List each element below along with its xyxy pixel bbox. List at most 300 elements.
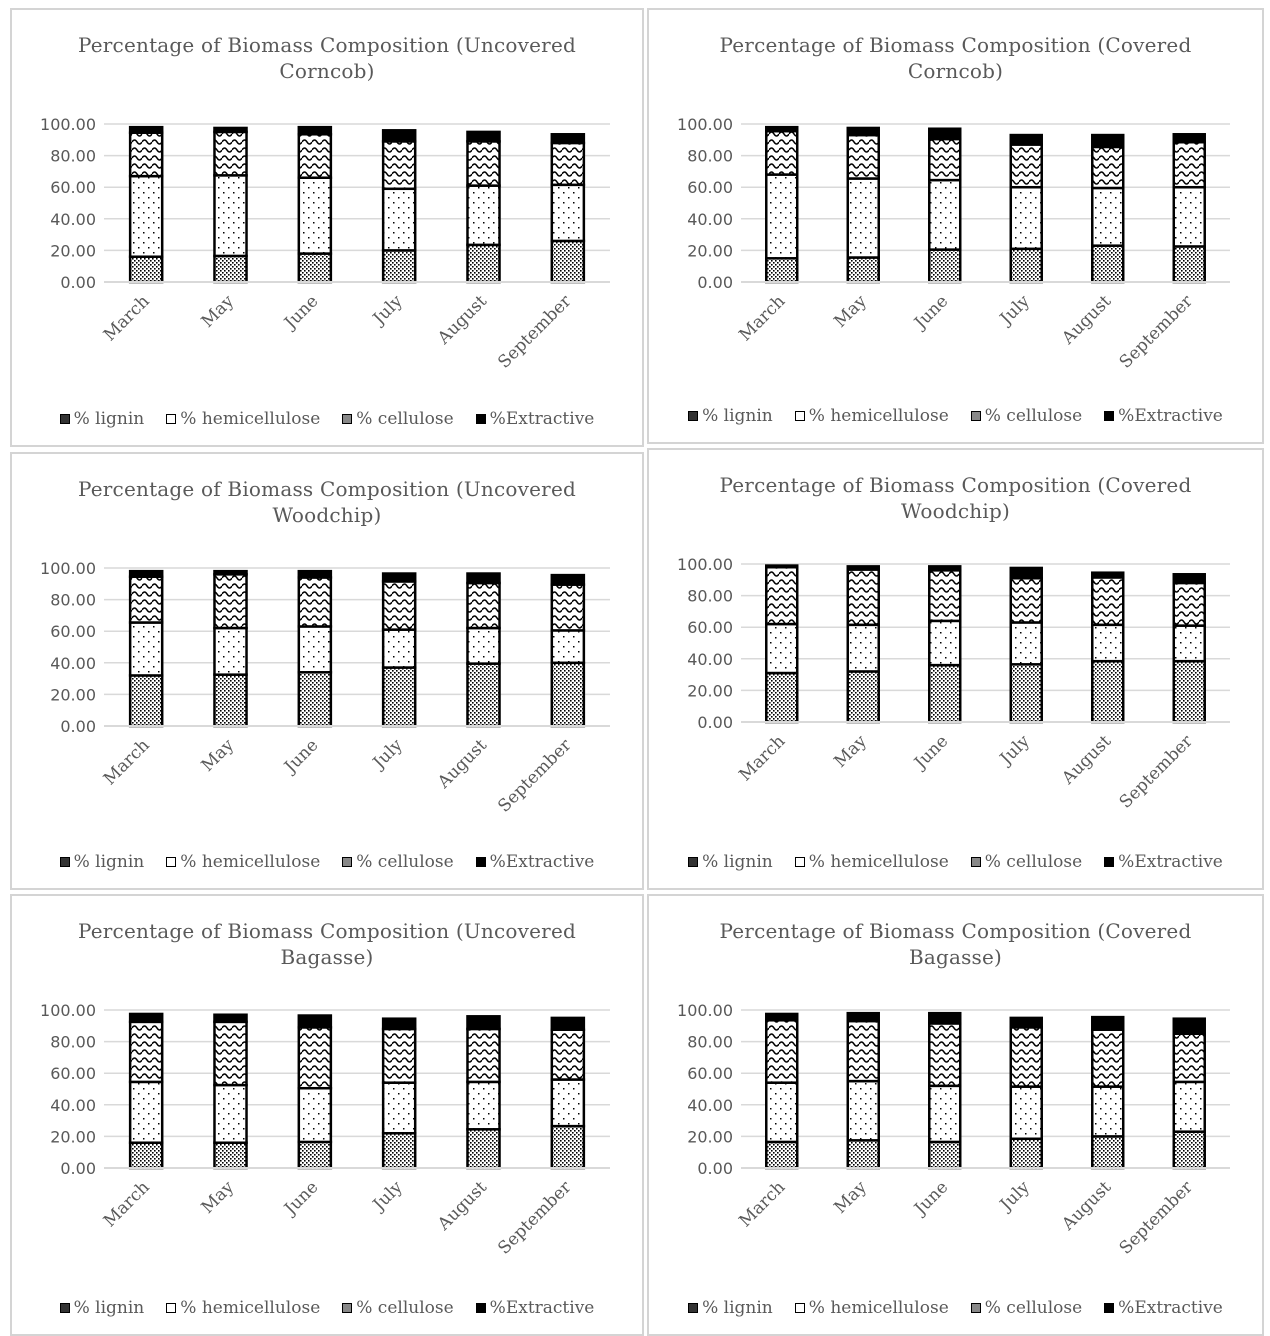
x-tick-label: March [99, 1177, 154, 1232]
legend-item-hemicellulose [166, 409, 320, 429]
chart-title: Percentage of Biomass Composition (Uncovered Bagasse) [78, 919, 576, 969]
x-tick-label: July [996, 731, 1034, 769]
bar-segment-lignin [299, 254, 331, 282]
hemicellulose-swatch-icon [166, 414, 176, 424]
bar-segment-cellulose [766, 1020, 797, 1082]
legend-item-lignin [688, 406, 773, 426]
legend-item-hemicellulose [795, 852, 949, 872]
bar-segment-hemicellulose [1011, 622, 1042, 664]
bar-segment-lignin [130, 257, 162, 282]
legend-item-hemicellulose [795, 1298, 949, 1318]
y-tick-label: 80.00 [50, 146, 96, 166]
legend-label: % hemicellulose [180, 409, 321, 429]
y-tick-label: 20.00 [50, 1127, 96, 1147]
legend-item-lignin [60, 852, 145, 872]
x-tick-label: May [197, 735, 239, 776]
bar-segment-cellulose [299, 134, 331, 177]
bar-segment-lignin [552, 663, 584, 726]
bar-segment-cellulose [766, 131, 797, 174]
x-tick-label: September [1115, 291, 1197, 373]
legend-label: %Extractive [1118, 852, 1223, 872]
bar-segment-extractive [467, 1016, 499, 1029]
bar-segment-extractive [130, 127, 162, 133]
y-tick-label: 60.00 [687, 178, 733, 198]
legend-item-cellulose [971, 1298, 1082, 1318]
y-tick-label: 0.00 [60, 273, 96, 292]
bar-segment-hemicellulose [929, 1086, 960, 1142]
legend-item-extractive [476, 1298, 595, 1318]
bar-segment-lignin [299, 1142, 331, 1168]
bar-segment-cellulose [848, 135, 879, 178]
lignin-swatch-icon [60, 414, 70, 424]
bar-segment-cellulose [552, 1030, 584, 1080]
bar-segment-lignin [929, 250, 960, 282]
legend-label: % lignin [73, 852, 145, 872]
legend-label: % cellulose [984, 852, 1083, 872]
bar-segment-lignin [929, 665, 960, 722]
bar-segment-extractive [1092, 1017, 1123, 1030]
y-tick-label: 60.00 [687, 618, 733, 638]
bar-segment-hemicellulose [214, 628, 246, 675]
bar-segment-lignin [848, 258, 879, 282]
bar-segment-extractive [1011, 1018, 1042, 1027]
legend-item-cellulose [342, 852, 453, 872]
bar-segment-hemicellulose [552, 630, 584, 662]
bar-segment-lignin [130, 1143, 162, 1168]
x-tick-label: March [99, 291, 154, 346]
bar-segment-hemicellulose [383, 1083, 415, 1134]
y-tick-label: 0.00 [697, 273, 733, 292]
bar-segment-cellulose [848, 570, 879, 625]
hemicellulose-swatch-icon [795, 411, 805, 421]
bar-segment-cellulose [214, 1022, 246, 1085]
cellulose-swatch-icon [971, 857, 981, 867]
bar-segment-lignin [766, 258, 797, 282]
bar-segment-cellulose [299, 577, 331, 626]
bar-segment-cellulose [383, 581, 415, 629]
x-tick-label: July [369, 291, 407, 329]
x-tick-label: May [830, 1177, 871, 1218]
legend-label: % lignin [73, 1298, 145, 1318]
x-tick-label: September [1115, 1177, 1197, 1259]
bar-segment-extractive [383, 574, 415, 582]
extractive-swatch-icon [1104, 411, 1114, 421]
legend-item-lignin [688, 1298, 773, 1318]
hemicellulose-swatch-icon [795, 1303, 805, 1313]
bar-segment-cellulose [848, 1021, 879, 1081]
y-tick-label: 80.00 [50, 1032, 96, 1052]
bar-segment-hemicellulose [766, 175, 797, 259]
extractive-swatch-icon [1104, 857, 1114, 867]
bar-segment-hemicellulose [467, 1082, 499, 1129]
bar-segment-cellulose [1011, 1027, 1042, 1086]
bar-segment-extractive [467, 574, 499, 583]
legend-label: %Extractive [489, 409, 595, 429]
y-tick-label: 100.00 [677, 555, 733, 574]
bar-segment-hemicellulose [1174, 187, 1205, 246]
y-tick-label: 20.00 [687, 681, 733, 701]
chart-panel-uncovered-corncob [10, 8, 644, 447]
legend-item-extractive [1104, 1298, 1223, 1318]
bar-segment-hemicellulose [929, 621, 960, 665]
x-tick-label: June [910, 291, 953, 333]
x-tick-label: July [996, 1177, 1034, 1215]
bar-segment-extractive [467, 132, 499, 141]
bar-segment-cellulose [130, 577, 162, 623]
bar-segment-extractive [766, 566, 797, 568]
bar-segment-lignin [383, 1133, 415, 1168]
cellulose-swatch-icon [971, 1303, 981, 1313]
x-tick-label: August [434, 291, 492, 349]
cellulose-swatch-icon [342, 1303, 352, 1313]
bar-segment-lignin [848, 671, 879, 722]
extractive-swatch-icon [1104, 1303, 1114, 1313]
bar-segment-extractive [214, 571, 246, 574]
x-tick-label: September [494, 735, 576, 817]
bar-segment-hemicellulose [467, 628, 499, 664]
y-tick-label: 20.00 [687, 241, 733, 261]
bar-segment-hemicellulose [766, 1083, 797, 1142]
bar-segment-hemicellulose [552, 185, 584, 241]
legend-label: %Extractive [1118, 406, 1223, 426]
y-tick-label: 20.00 [687, 1127, 733, 1147]
chart-panel-covered-corncob [647, 8, 1264, 444]
y-tick-label: 60.00 [687, 1064, 733, 1084]
y-tick-label: 0.00 [697, 1159, 733, 1178]
x-tick-label: June [280, 291, 323, 333]
bar-segment-lignin [467, 245, 499, 282]
cellulose-swatch-icon [342, 414, 352, 424]
chart-panel-uncovered-bagasse [10, 894, 644, 1336]
bar-segment-cellulose [130, 1022, 162, 1082]
legend-label: %Extractive [489, 1298, 595, 1318]
bar-segment-lignin [1011, 249, 1042, 282]
chart-title: Percentage of Biomass Composition (Covered Corncob) [719, 33, 1192, 83]
y-tick-label: 40.00 [687, 209, 733, 229]
x-tick-label: June [910, 1177, 953, 1219]
bar-segment-hemicellulose [1092, 188, 1123, 246]
bar-segment-lignin [1092, 661, 1123, 722]
bar-segment-hemicellulose [130, 1082, 162, 1143]
y-tick-label: 0.00 [60, 717, 96, 736]
x-tick-label: March [735, 1177, 790, 1232]
y-tick-label: 100.00 [40, 115, 96, 134]
y-tick-label: 80.00 [687, 146, 733, 166]
bar-segment-cellulose [214, 132, 246, 175]
bar-segment-hemicellulose [299, 1088, 331, 1142]
bar-segment-cellulose [1174, 583, 1205, 626]
x-tick-label: August [1058, 1177, 1116, 1235]
bar-segment-hemicellulose [383, 630, 415, 668]
bar-segment-extractive [1174, 574, 1205, 583]
legend-label: %Extractive [489, 852, 595, 872]
lignin-swatch-icon [60, 1303, 70, 1313]
bar-segment-extractive [1174, 134, 1205, 142]
bar-segment-hemicellulose [766, 624, 797, 673]
bar-segment-hemicellulose [299, 626, 331, 672]
bar-segment-cellulose [1092, 577, 1123, 624]
y-tick-label: 40.00 [687, 649, 733, 669]
bar-segment-extractive [766, 127, 797, 131]
chart-legend [649, 1298, 1262, 1318]
legend-item-hemicellulose [795, 406, 949, 426]
legend-label: % lignin [702, 406, 773, 426]
bar-segment-cellulose [214, 574, 246, 628]
extractive-swatch-icon [476, 1303, 486, 1313]
x-tick-label: August [1058, 291, 1116, 349]
bar-segment-lignin [1092, 1136, 1123, 1168]
y-tick-label: 60.00 [50, 178, 96, 198]
legend-label: % lignin [702, 1298, 773, 1318]
bar-segment-hemicellulose [467, 186, 499, 245]
bar-segment-cellulose [1174, 142, 1205, 187]
bar-segment-hemicellulose [848, 625, 879, 672]
lignin-swatch-icon [60, 857, 70, 867]
bar-segment-lignin [383, 250, 415, 282]
bar-segment-cellulose [383, 1029, 415, 1083]
y-tick-label: 60.00 [50, 1064, 96, 1084]
legend-label: % lignin [73, 409, 145, 429]
x-tick-label: March [735, 731, 790, 786]
hemicellulose-swatch-icon [166, 857, 176, 867]
bar-segment-lignin [467, 1129, 499, 1168]
chart-legend [649, 406, 1262, 426]
hemicellulose-swatch-icon [795, 857, 805, 867]
x-tick-label: September [1115, 731, 1197, 813]
bar-segment-extractive [299, 127, 331, 134]
x-tick-label: July [996, 291, 1034, 329]
bar-segment-cellulose [467, 583, 499, 628]
chart-panel-covered-bagasse [647, 894, 1264, 1336]
legend-item-cellulose [342, 1298, 453, 1318]
bar-segment-extractive [552, 134, 584, 143]
bar-segment-cellulose [130, 133, 162, 176]
bar-segment-extractive [848, 1013, 879, 1021]
legend-label: % lignin [702, 852, 773, 872]
bar-segment-lignin [214, 1143, 246, 1168]
bar-segment-lignin [929, 1142, 960, 1168]
bar-segment-hemicellulose [1092, 1087, 1123, 1137]
bar-segment-hemicellulose [1174, 626, 1205, 662]
x-tick-label: August [434, 1177, 492, 1235]
bar-segment-cellulose [552, 143, 584, 185]
lignin-swatch-icon [688, 411, 698, 421]
x-tick-label: August [1058, 731, 1116, 789]
hemicellulose-swatch-icon [166, 1303, 176, 1313]
y-tick-label: 40.00 [50, 653, 96, 673]
bar-segment-extractive [214, 1015, 246, 1022]
legend-label: % cellulose [356, 852, 454, 872]
legend-item-hemicellulose [166, 852, 320, 872]
legend-label: % hemicellulose [180, 852, 321, 872]
y-tick-label: 40.00 [50, 1095, 96, 1115]
bar-segment-cellulose [1011, 145, 1042, 188]
chart-title: Percentage of Biomass Composition (Covered Bagasse) [719, 919, 1192, 969]
x-tick-label: May [830, 291, 871, 332]
chart-title: Percentage of Biomass Composition (Covered Woodchip) [719, 473, 1192, 523]
legend-item-cellulose [342, 409, 453, 429]
bar-segment-lignin [1011, 664, 1042, 722]
chart-legend [12, 852, 642, 872]
bar-segment-lignin [1174, 1132, 1205, 1168]
bar-segment-extractive [130, 571, 162, 577]
bar-segment-lignin [1174, 661, 1205, 722]
x-tick-label: June [910, 731, 953, 773]
bar-segment-extractive [383, 1019, 415, 1029]
legend-item-lignin [688, 852, 773, 872]
bar-segment-hemicellulose [130, 623, 162, 676]
bar-segment-hemicellulose [1011, 1087, 1042, 1139]
bar-segment-hemicellulose [1011, 187, 1042, 249]
bar-segment-extractive [383, 130, 415, 141]
y-tick-label: 0.00 [60, 1159, 96, 1178]
y-tick-label: 60.00 [50, 622, 96, 642]
bar-segment-lignin [299, 672, 331, 726]
bar-segment-cellulose [929, 570, 960, 621]
bar-segment-extractive [848, 128, 879, 135]
x-tick-label: July [369, 735, 407, 773]
bar-segment-extractive [848, 566, 879, 569]
cellulose-swatch-icon [971, 411, 981, 421]
extractive-swatch-icon [476, 414, 486, 424]
legend-item-extractive [1104, 852, 1223, 872]
legend-label: % hemicellulose [808, 1298, 949, 1318]
legend-item-extractive [476, 409, 595, 429]
y-tick-label: 100.00 [677, 115, 733, 134]
bar-segment-cellulose [929, 1023, 960, 1085]
legend-item-extractive [1104, 406, 1223, 426]
bar-segment-lignin [214, 675, 246, 726]
chart-legend [12, 1298, 642, 1318]
bar-segment-cellulose [1174, 1034, 1205, 1082]
bar-segment-hemicellulose [299, 178, 331, 254]
bar-segment-extractive [929, 129, 960, 139]
x-tick-label: May [830, 731, 871, 772]
y-tick-label: 100.00 [677, 1001, 733, 1020]
bar-segment-lignin [1174, 246, 1205, 282]
bar-segment-cellulose [467, 1029, 499, 1082]
legend-item-hemicellulose [166, 1298, 320, 1318]
bar-segment-cellulose [1011, 578, 1042, 622]
x-tick-label: August [434, 735, 492, 793]
chart-title: Percentage of Biomass Composition (Uncovered Corncob) [78, 33, 576, 83]
bar-segment-hemicellulose [214, 1085, 246, 1143]
x-tick-label: March [735, 291, 790, 346]
cellulose-swatch-icon [342, 857, 352, 867]
bar-segment-extractive [929, 1013, 960, 1023]
y-tick-label: 80.00 [687, 586, 733, 606]
legend-item-lignin [60, 409, 145, 429]
bar-segment-hemicellulose [848, 1081, 879, 1140]
legend-label: % cellulose [984, 1298, 1083, 1318]
legend-item-extractive [476, 852, 595, 872]
lignin-swatch-icon [688, 1303, 698, 1313]
bar-segment-cellulose [383, 141, 415, 188]
bar-segment-extractive [766, 1014, 797, 1020]
bar-segment-lignin [766, 673, 797, 722]
bar-segment-lignin [130, 675, 162, 726]
y-tick-label: 100.00 [40, 559, 96, 578]
chart-title: Percentage of Biomass Composition (Uncovered Woodchip) [78, 477, 576, 527]
y-tick-label: 40.00 [687, 1095, 733, 1115]
legend-label: % hemicellulose [180, 1298, 321, 1318]
lignin-swatch-icon [688, 857, 698, 867]
y-tick-label: 80.00 [687, 1032, 733, 1052]
legend-item-cellulose [971, 852, 1082, 872]
bar-segment-cellulose [299, 1027, 331, 1088]
bar-segment-lignin [848, 1140, 879, 1168]
bar-segment-cellulose [929, 139, 960, 180]
bar-segment-extractive [552, 575, 584, 584]
bar-segment-lignin [383, 668, 415, 726]
bar-segment-extractive [1011, 568, 1042, 578]
legend-label: % cellulose [984, 406, 1083, 426]
bar-segment-lignin [766, 1142, 797, 1168]
bar-segment-extractive [1011, 135, 1042, 144]
x-tick-label: June [280, 735, 323, 777]
bar-segment-hemicellulose [383, 189, 415, 251]
bar-segment-extractive [214, 128, 246, 132]
y-tick-label: 80.00 [50, 590, 96, 610]
bar-segment-lignin [214, 256, 246, 282]
bar-segment-hemicellulose [929, 180, 960, 250]
bar-segment-extractive [299, 571, 331, 577]
bar-segment-lignin [552, 241, 584, 282]
legend-item-cellulose [971, 406, 1082, 426]
bar-segment-extractive [299, 1016, 331, 1028]
legend-label: % cellulose [356, 1298, 454, 1318]
chart-legend [12, 409, 642, 429]
legend-label: %Extractive [1118, 1298, 1223, 1318]
bar-segment-extractive [1174, 1019, 1205, 1034]
bar-segment-hemicellulose [1092, 625, 1123, 661]
x-tick-label: September [494, 291, 576, 373]
chart-panel-covered-woodchip [647, 448, 1264, 890]
bar-segment-hemicellulose [214, 175, 246, 256]
bar-segment-extractive [1092, 573, 1123, 578]
y-tick-label: 0.00 [697, 713, 733, 732]
bar-segment-extractive [929, 566, 960, 570]
y-tick-label: 100.00 [40, 1001, 96, 1020]
bar-segment-cellulose [1092, 147, 1123, 188]
bar-segment-extractive [1092, 135, 1123, 147]
bar-segment-extractive [552, 1018, 584, 1030]
bar-segment-hemicellulose [552, 1080, 584, 1127]
x-tick-label: March [99, 735, 154, 790]
x-tick-label: September [494, 1177, 576, 1259]
x-tick-label: June [280, 1177, 323, 1219]
bar-segment-cellulose [467, 141, 499, 185]
x-tick-label: May [197, 291, 239, 332]
y-tick-label: 20.00 [50, 685, 96, 705]
bar-segment-lignin [1092, 246, 1123, 282]
bar-segment-lignin [1011, 1139, 1042, 1168]
bar-segment-hemicellulose [848, 179, 879, 258]
bar-segment-extractive [130, 1014, 162, 1022]
legend-label: % cellulose [356, 409, 454, 429]
bar-segment-cellulose [552, 585, 584, 631]
bar-segment-lignin [552, 1126, 584, 1168]
y-tick-label: 40.00 [50, 209, 96, 229]
chart-panel-uncovered-woodchip [10, 452, 644, 890]
bar-segment-cellulose [766, 567, 797, 624]
bar-segment-lignin [467, 664, 499, 726]
y-tick-label: 20.00 [50, 241, 96, 261]
chart-legend [649, 852, 1262, 872]
legend-item-lignin [60, 1298, 145, 1318]
bar-segment-cellulose [1092, 1030, 1123, 1087]
x-tick-label: May [197, 1177, 239, 1218]
